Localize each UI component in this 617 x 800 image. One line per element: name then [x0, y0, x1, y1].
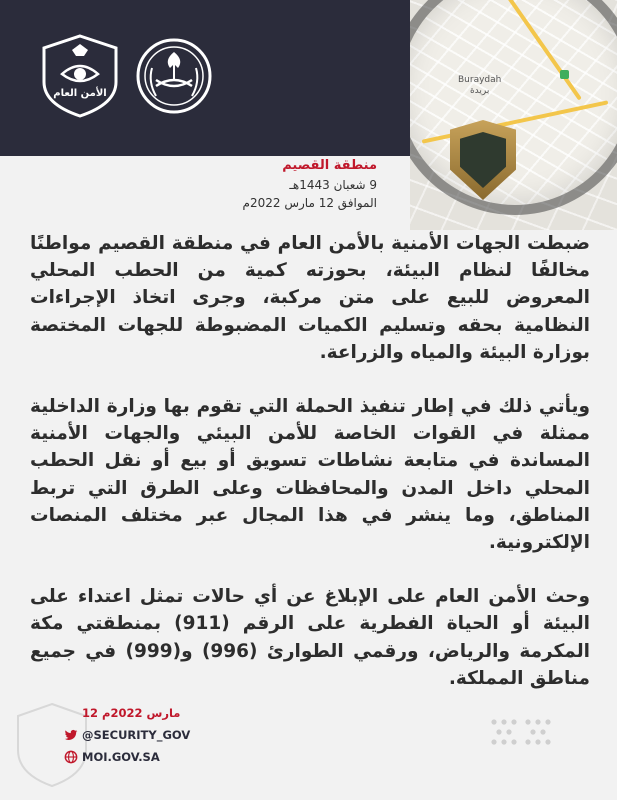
public-security-logo-text: الأمن العام [53, 88, 107, 99]
paragraph-2: ويأتي ذلك في إطار تنفيذ الحملة التي تقوم بها وزارة الداخلية ممثلة في القوات الخاصة للأمن البيئي والجهات الأمنية المساندة في متابعة نشاطات تسويق أو بيع أو نقل الحطب المحلي داخل المدن والمحافظات وعلى الطرق التي تربط المناطق، وما ينشر في هذا المجال عبر مختلف المنصات الإلكترونية. [30, 396, 590, 554]
twitter-handle[interactable]: @SECURITY_GOV [82, 728, 191, 742]
paragraph-3: وحث الأمن العام على الإبلاغ عن أي حالات تمثل اعتداء على البيئة أو الحياة الفطرية على الرقم (911) بمنطقتي مكة المكرمة والرياض، ورقمي الطوارئ (996) و(999) في جميع مناطق المملكة. [30, 586, 590, 689]
ministry-emblem [134, 34, 214, 122]
map-city-label: Buraydah بريدة [458, 75, 502, 96]
magnifier-lens [410, 0, 617, 205]
shield-outline-icon [12, 700, 92, 790]
website-link[interactable]: MOI.GOV.SA [82, 750, 160, 764]
decorative-dots [488, 716, 558, 752]
article-body [30, 230, 590, 719]
globe-icon [64, 750, 78, 764]
gregorian-date: الموافق 12 مارس 2022م [242, 196, 377, 210]
map-photo [410, 0, 617, 230]
footer [12, 700, 192, 795]
region-title: منطقة القصيم [282, 158, 377, 173]
map-pin-icon [560, 70, 569, 79]
twitter-icon [64, 728, 78, 742]
public-security-logo [38, 34, 122, 122]
footer-date: 12 مارس 2022م [82, 706, 181, 720]
paragraph-1: ضبطت الجهات الأمنية بالأمن العام في منطقة القصيم مواطنًا مخالفًا لنظام البيئة، بحوزته كمية من الحطب المحلي المعروض للبيع على متن مركبة، وجرى اتخاذ الإجراءات النظامية بحقه وتسليم الكميات المضبوطة للجهات المختصة بوزارة البيئة والمياه والزراعة. [30, 233, 590, 363]
hijri-date: 9 شعبان 1443هـ [289, 178, 377, 192]
